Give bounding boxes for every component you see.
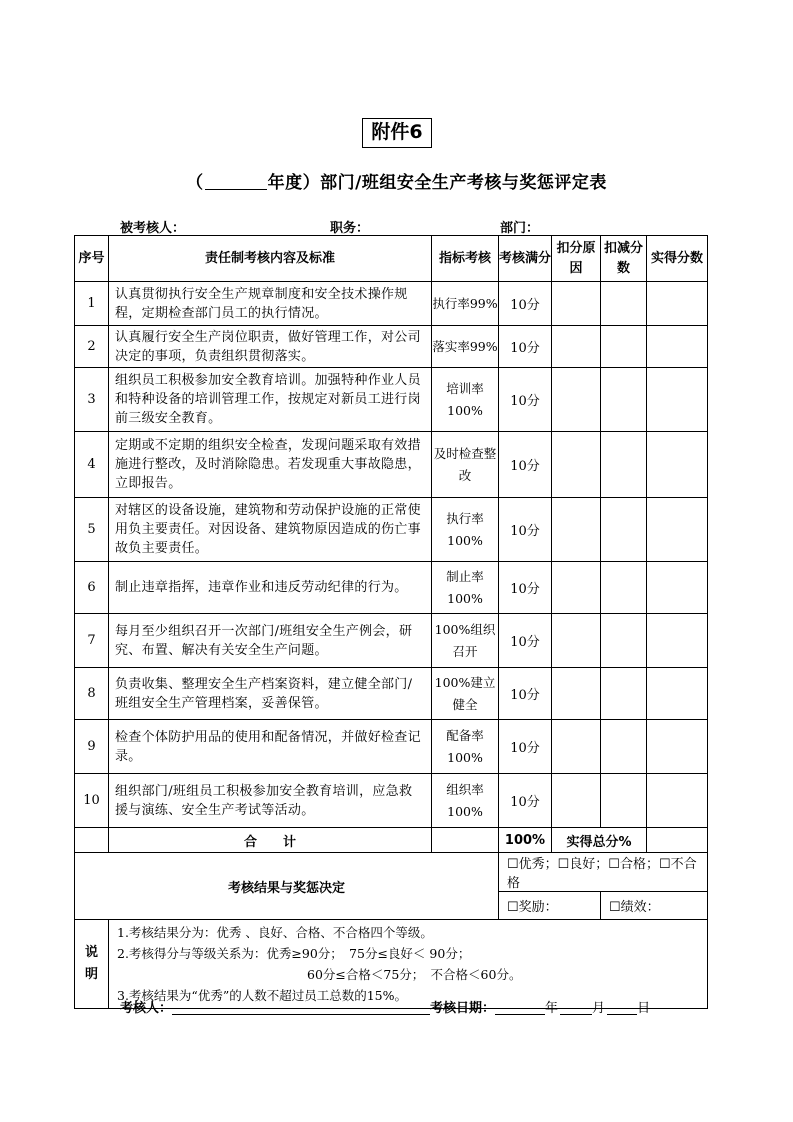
- row-deduct-reason[interactable]: [552, 720, 601, 774]
- row-content: 组织员工积极参加安全教育培训。加强特种作业人员和特种设备的培训管理工作，按规定对新员工进行岗前三级安全教育。: [109, 368, 432, 432]
- month-field[interactable]: [560, 1000, 592, 1015]
- row-indicator: 配备率100%: [432, 720, 499, 774]
- row-deduct-reason[interactable]: [552, 368, 601, 432]
- row-actual-score[interactable]: [647, 282, 708, 326]
- row-indicator: 执行率99%: [432, 282, 499, 326]
- row-deduct-score[interactable]: [601, 432, 647, 498]
- note-line-1: 1.考核结果分为：优秀 、良好、合格、不合格四个等级。: [117, 925, 433, 940]
- row-deduct-score[interactable]: [601, 720, 647, 774]
- total-label: 合 计: [109, 828, 432, 853]
- row-indicator: 落实率99%: [432, 326, 499, 368]
- table-row: [75, 720, 708, 774]
- notes-row: [75, 920, 708, 1009]
- row-full-score: 10分: [499, 720, 552, 774]
- row-actual-score[interactable]: [647, 562, 708, 614]
- assessment-table: [74, 235, 708, 1009]
- grade-options[interactable]: ☐优秀；☐良好；☐合格；☐不合格: [499, 853, 708, 892]
- total-empty-cell: [432, 828, 499, 853]
- row-actual-score[interactable]: [647, 668, 708, 720]
- row-actual-score[interactable]: [647, 774, 708, 828]
- attachment-label: 附件6: [362, 118, 432, 148]
- result-label: 考核结果与奖惩决定: [75, 853, 499, 920]
- row-full-score: 10分: [499, 614, 552, 668]
- total-empty-cell: [75, 828, 109, 853]
- row-deduct-score[interactable]: [601, 562, 647, 614]
- table-row: [75, 774, 708, 828]
- row-number: 10: [75, 774, 109, 828]
- position-label: 职务：: [330, 221, 370, 236]
- row-deduct-reason[interactable]: [552, 668, 601, 720]
- year-blank[interactable]: [205, 173, 267, 190]
- row-indicator: 及时检查整改: [432, 432, 499, 498]
- row-actual-score[interactable]: [647, 432, 708, 498]
- row-full-score: 10分: [499, 774, 552, 828]
- row-number: 7: [75, 614, 109, 668]
- month-label: 月: [592, 1001, 606, 1016]
- total-full-score: 100%: [499, 828, 552, 853]
- row-indicator: 100%组织召开: [432, 614, 499, 668]
- note-line-3: 60分≤合格＜75分； 不合格＜60分。: [307, 967, 522, 982]
- row-deduct-reason[interactable]: [552, 614, 601, 668]
- total-actual-value[interactable]: [647, 828, 708, 853]
- notes-content: [109, 920, 708, 1009]
- result-row: [75, 853, 708, 892]
- row-deduct-reason[interactable]: [552, 432, 601, 498]
- row-deduct-score[interactable]: [601, 774, 647, 828]
- row-indicator: 制止率100%: [432, 562, 499, 614]
- reward-option[interactable]: ☐奖励：: [499, 892, 601, 920]
- row-number: 5: [75, 498, 109, 562]
- row-actual-score[interactable]: [647, 326, 708, 368]
- row-full-score: 10分: [499, 432, 552, 498]
- header-content: 责任制考核内容及标准: [109, 236, 432, 282]
- assessee-label: 被考核人：: [120, 221, 186, 236]
- row-indicator: 组织率100%: [432, 774, 499, 828]
- notes-label: 说明: [75, 920, 109, 1009]
- row-deduct-score[interactable]: [601, 668, 647, 720]
- form-title: [0, 168, 793, 193]
- table-row: [75, 562, 708, 614]
- total-row: [75, 828, 708, 853]
- row-actual-score[interactable]: [647, 368, 708, 432]
- row-number: 1: [75, 282, 109, 326]
- note-line-2: 2.考核得分与等级关系为：优秀≥90分； 75分≤良好＜ 90分；: [117, 946, 471, 961]
- header-indicator: 指标考核: [432, 236, 499, 282]
- row-content: 定期或不定期的组织安全检查，发现问题采取有效措施进行整改，及时消除隐患。若发现重大事故隐患，立即报告。: [109, 432, 432, 498]
- header-deduct-score: 扣减分数: [601, 236, 647, 282]
- row-indicator: 100%建立健全: [432, 668, 499, 720]
- total-actual-label: 实得总分%: [552, 828, 647, 853]
- row-full-score: 10分: [499, 368, 552, 432]
- row-number: 3: [75, 368, 109, 432]
- row-content: 每月至少组织召开一次部门/班组安全生产例会，研究、布置、解决有关安全生产问题。: [109, 614, 432, 668]
- row-actual-score[interactable]: [647, 614, 708, 668]
- row-full-score: 10分: [499, 326, 552, 368]
- date-label: 考核日期：: [430, 1001, 496, 1016]
- row-number: 2: [75, 326, 109, 368]
- year-field[interactable]: [495, 1000, 545, 1015]
- signature-footer: [120, 997, 650, 1016]
- table-row: [75, 368, 708, 432]
- row-deduct-reason[interactable]: [552, 282, 601, 326]
- row-deduct-reason[interactable]: [552, 562, 601, 614]
- header-row: [75, 236, 708, 282]
- table-row: [75, 668, 708, 720]
- row-deduct-score[interactable]: [601, 368, 647, 432]
- row-deduct-score[interactable]: [601, 326, 647, 368]
- table-row: [75, 498, 708, 562]
- title-open: （: [186, 173, 204, 193]
- row-deduct-reason[interactable]: [552, 498, 601, 562]
- row-actual-score[interactable]: [647, 720, 708, 774]
- day-field[interactable]: [607, 1000, 637, 1015]
- header-actual-score: 实得分数: [647, 236, 708, 282]
- table-row: [75, 614, 708, 668]
- row-full-score: 10分: [499, 562, 552, 614]
- row-number: 6: [75, 562, 109, 614]
- row-content: 制止违章指挥，违章作业和违反劳动纪律的行为。: [109, 562, 432, 614]
- assessor-blank[interactable]: [172, 1000, 430, 1015]
- row-content: 检查个体防护用品的使用和配备情况，并做好检查记录。: [109, 720, 432, 774]
- row-number: 9: [75, 720, 109, 774]
- note-line-4: 3.考核结果为“优秀”的人数不超过员工总数的15%。: [117, 988, 407, 1003]
- day-label: 日: [637, 1001, 651, 1016]
- title-text: 年度）部门/班组安全生产考核与奖惩评定表: [267, 173, 607, 193]
- header-seq: 序号: [75, 236, 109, 282]
- row-indicator: 执行率100%: [432, 498, 499, 562]
- row-deduct-score[interactable]: [601, 614, 647, 668]
- row-deduct-reason[interactable]: [552, 774, 601, 828]
- row-content: 负责收集、整理安全生产档案资料，建立健全部门/班组安全生产管理档案，妥善保管。: [109, 668, 432, 720]
- header-deduct-reason: 扣分原因: [552, 236, 601, 282]
- assessor-label: 考核人：: [120, 1001, 173, 1016]
- year-label: 年: [545, 1001, 559, 1016]
- table-row: [75, 282, 708, 326]
- performance-option[interactable]: ☐绩效：: [601, 892, 708, 920]
- row-content: 组织部门/班组员工积极参加安全教育培训，应急救援与演练、安全生产考试等活动。: [109, 774, 432, 828]
- row-deduct-score[interactable]: [601, 282, 647, 326]
- department-label: 部门：: [500, 221, 540, 236]
- row-full-score: 10分: [499, 668, 552, 720]
- row-deduct-score[interactable]: [601, 498, 647, 562]
- row-indicator: 培训率100%: [432, 368, 499, 432]
- row-content: 认真贯彻执行安全生产规章制度和安全技术操作规程，定期检查部门员工的执行情况。: [109, 282, 432, 326]
- row-number: 4: [75, 432, 109, 498]
- row-number: 8: [75, 668, 109, 720]
- row-full-score: 10分: [499, 282, 552, 326]
- table-row: [75, 432, 708, 498]
- header-full-score: 考核满分: [499, 236, 552, 282]
- row-deduct-reason[interactable]: [552, 326, 601, 368]
- table-row: [75, 326, 708, 368]
- row-actual-score[interactable]: [647, 498, 708, 562]
- row-full-score: 10分: [499, 498, 552, 562]
- row-content: 对辖区的设备设施，建筑物和劳动保护设施的正常使用负主要责任。对因设备、建筑物原因造成的伤亡事故负主要责任。: [109, 498, 432, 562]
- row-content: 认真履行安全生产岗位职责，做好管理工作，对公司决定的事项，负责组织贯彻落实。: [109, 326, 432, 368]
